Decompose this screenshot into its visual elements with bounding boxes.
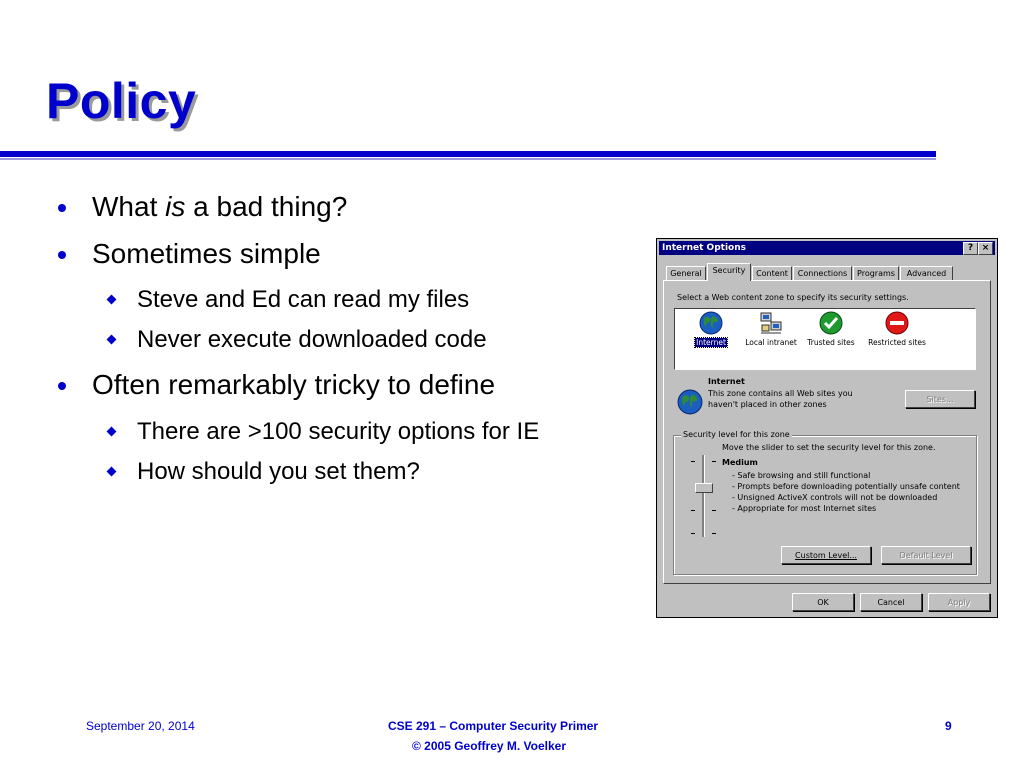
zone-list[interactable] xyxy=(674,308,976,370)
dialog-title: Internet Options xyxy=(662,243,746,253)
security-level-slider-track xyxy=(702,455,705,537)
tab-general[interactable]: General xyxy=(666,266,706,281)
tab-advanced[interactable]: Advanced xyxy=(900,266,953,281)
tab-connections[interactable]: Connections xyxy=(793,266,852,281)
slide-title: Policy xyxy=(46,73,197,129)
footer-course: CSE 291 – Computer Security Primer xyxy=(388,719,599,733)
zone-description: This zone contains all Web sites you xyxy=(708,389,853,398)
globe-icon xyxy=(699,311,723,335)
tab-programs[interactable]: Programs xyxy=(853,266,899,281)
check-icon xyxy=(819,311,843,335)
footer-copyright: © 2005 Geoffrey M. Voelker xyxy=(412,739,567,753)
zone-local-intranet[interactable]: Local intranet xyxy=(741,311,801,347)
bullet-diamond xyxy=(107,467,117,477)
custom-level-button[interactable]: Custom Level... xyxy=(781,546,871,564)
level-name: Medium xyxy=(722,458,758,467)
zone-name: Internet xyxy=(708,377,745,386)
bullet-diamond xyxy=(107,335,117,345)
level-description: - Prompts before downloading potentially unsafe content xyxy=(732,482,960,491)
globe-icon xyxy=(677,389,703,415)
default-level-button[interactable]: Default Level xyxy=(881,546,971,564)
tab-content[interactable]: Content xyxy=(752,266,792,281)
zone-description: haven't placed in other zones xyxy=(708,400,827,409)
help-button[interactable]: ? xyxy=(963,242,978,255)
dialog-titlebar xyxy=(659,241,995,255)
slider-tick xyxy=(691,510,695,511)
zone-instruction: Select a Web content zone to specify its security settings. xyxy=(677,293,909,302)
title-rule-shadow xyxy=(0,158,936,160)
bullet-dot xyxy=(58,251,66,259)
title-rule xyxy=(0,151,936,157)
internet-options-dialog xyxy=(656,238,998,618)
security-level-slider-thumb[interactable] xyxy=(695,483,713,493)
bullet-dot xyxy=(58,382,66,390)
slider-tick xyxy=(712,533,716,534)
slider-tick xyxy=(712,510,716,511)
ok-button[interactable]: OK xyxy=(792,593,854,611)
zone-internet[interactable]: Internet xyxy=(681,311,741,347)
sites-button[interactable]: Sites... xyxy=(905,390,975,408)
footer-date: September 20, 2014 xyxy=(86,719,195,733)
network-computers-icon xyxy=(759,311,783,335)
bullet-dot xyxy=(58,204,66,212)
zone-trusted-sites[interactable]: Trusted sites xyxy=(801,311,861,347)
no-entry-icon xyxy=(885,311,909,335)
slider-tick xyxy=(691,533,695,534)
footer-page-number: 9 xyxy=(945,719,952,733)
level-description: - Unsigned ActiveX controls will not be downloaded xyxy=(732,493,938,502)
zone-restricted-sites[interactable]: Restricted sites xyxy=(867,311,927,347)
slider-tick xyxy=(691,461,695,462)
security-level-group-label: Security level for this zone xyxy=(683,430,790,439)
bullet-diamond xyxy=(107,295,117,305)
bullet-diamond xyxy=(107,427,117,437)
slider-tick xyxy=(712,461,716,462)
level-description: - Appropriate for most Internet sites xyxy=(732,504,877,513)
level-description: - Safe browsing and still functional xyxy=(732,471,871,480)
close-button[interactable]: × xyxy=(978,242,993,255)
cancel-button[interactable]: Cancel xyxy=(860,593,922,611)
apply-button[interactable]: Apply xyxy=(928,593,990,611)
tab-security[interactable]: Security xyxy=(707,263,751,281)
slider-hint: Move the slider to set the security level for this zone. xyxy=(722,443,936,452)
